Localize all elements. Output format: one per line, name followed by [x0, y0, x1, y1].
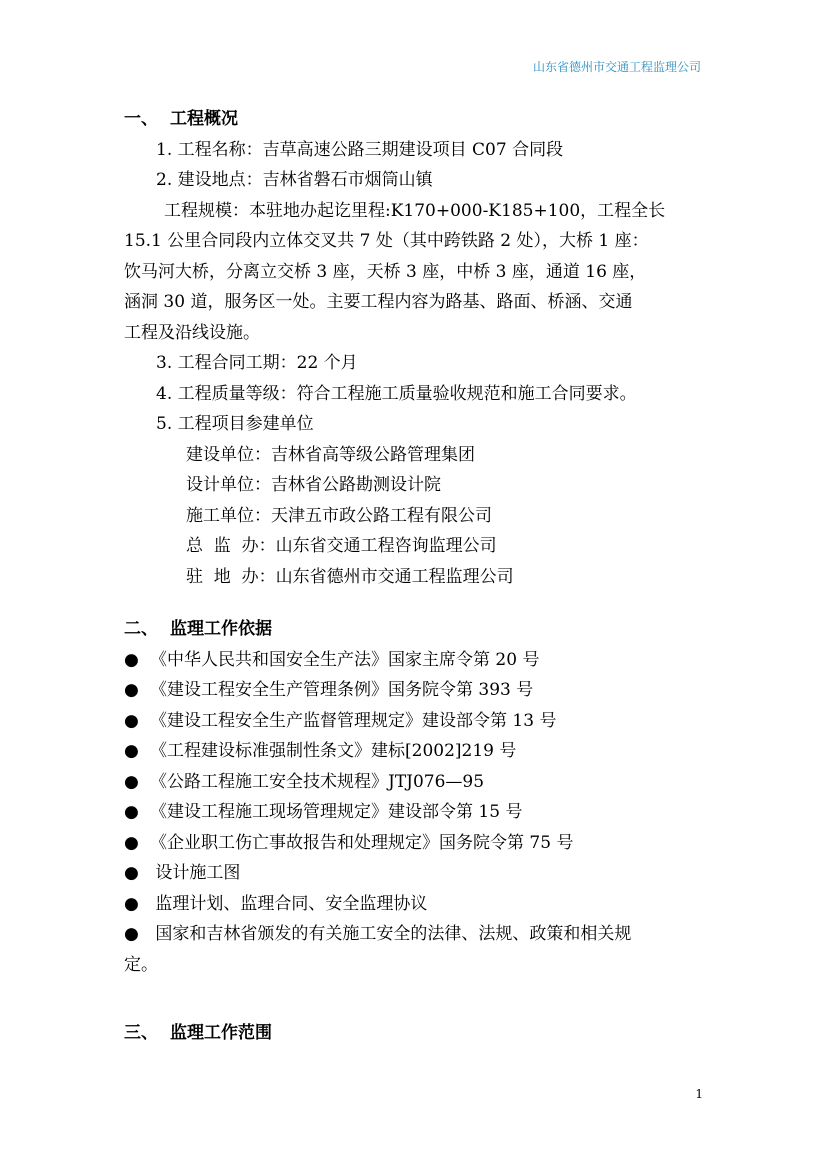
bullet-icon: ● — [124, 649, 139, 670]
bullet-icon: ● — [124, 741, 139, 761]
list-item: ● 《建设工程安全生产管理条例》国务院令第 393 号 — [124, 675, 706, 706]
section-3-title: 监理工作范围 — [170, 1023, 272, 1043]
unit-contractor: 施工单位：天津五市政公路工程有限公司 — [186, 505, 492, 526]
bullet-icon: ● — [124, 710, 139, 731]
list-item: ● 《中华人民共和国安全生产法》国家主席令第 20 号 — [124, 645, 706, 676]
project-location: 2. 建设地点：吉林省磐石市烟筒山镇 — [156, 170, 433, 190]
bullet-icon: ● — [124, 832, 139, 853]
header-rule — [124, 78, 704, 79]
page-header: 山东省德州市交通工程监理公司 — [532, 60, 701, 74]
contract-period: 3. 工程合同工期：22 个月 — [156, 353, 358, 373]
quality-grade: 4. 工程质量等级：符合工程施工质量验收规范和施工合同要求。 — [156, 383, 637, 404]
bullet-icon: ● — [124, 924, 139, 944]
list-item: ● 《企业职工伤亡事故报告和处理规定》国务院令第 75 号 — [124, 828, 706, 859]
list-item: ● 国家和吉林省颁发的有关施工安全的法律、法规、政策和相关规 — [124, 919, 706, 950]
bullet-icon: ● — [124, 802, 139, 822]
section-1-heading — [124, 104, 706, 135]
unit-design: 设计单位：吉林省公路勘测设计院 — [186, 475, 441, 495]
list-item: ● 设计施工图 — [124, 858, 706, 889]
project-scale-line-4: 涵洞 30 道，服务区一处。主要工程内容为路基、路面、桥涵、交通 — [124, 292, 633, 312]
section-2-number: 二、 — [124, 619, 158, 639]
project-scale-line-5: 工程及沿线设施。 — [124, 322, 260, 343]
section-2-title: 监理工作依据 — [170, 619, 272, 639]
project-name: 1. 工程名称：吉草高速公路三期建设项目 C07 合同段 — [156, 139, 564, 160]
bullet-icon: ● — [124, 680, 139, 700]
section-3-heading — [124, 1018, 706, 1049]
unit-construction: 建设单位：吉林省高等级公路管理集团 — [186, 444, 475, 465]
list-item: ● 《建设工程安全生产监督管理规定》建设部令第 13 号 — [124, 706, 706, 737]
list-item: ● 《建设工程施工现场管理规定》建设部令第 15 号 — [124, 797, 706, 828]
document-body — [124, 104, 706, 1049]
list-item: ● 《工程建设标准强制性条文》建标[2002]219 号 — [124, 736, 706, 767]
project-scale-line-1: 工程规模：本驻地办起讫里程:K170+000-K185+100，工程全长 — [164, 200, 666, 221]
bullet-icon: ● — [124, 893, 139, 914]
participating-units-heading: 5. 工程项目参建单位 — [156, 414, 314, 434]
project-scale-line-2: 15.1 公里合同段内立体交叉共 7 处（其中跨铁路 2 处），大桥 1 座： — [124, 231, 649, 251]
list-item: ● 《公路工程施工安全技术规程》JTJ076—95 — [124, 767, 706, 798]
list-item: ● 监理计划、监理合同、安全监理协议 — [124, 889, 706, 920]
page-number: 1 — [695, 1087, 703, 1101]
section-1-number: 一、 — [124, 109, 158, 129]
unit-resident-office: 驻 地 办：山东省德州市交通工程监理公司 — [186, 566, 514, 587]
bullet-icon: ● — [124, 863, 139, 883]
section-1-title: 工程概况 — [170, 109, 238, 129]
list-item-continuation: 定。 — [124, 954, 158, 975]
section-2-heading — [124, 614, 706, 645]
project-scale-line-3: 饮马河大桥，分离立交桥 3 座，天桥 3 座，中桥 3 座，通道 16 座， — [124, 261, 647, 282]
unit-chief-supervision: 总 监 办：山东省交通工程咨询监理公司 — [186, 536, 497, 556]
section-3-number: 三、 — [124, 1023, 158, 1043]
bullet-icon: ● — [124, 771, 139, 792]
